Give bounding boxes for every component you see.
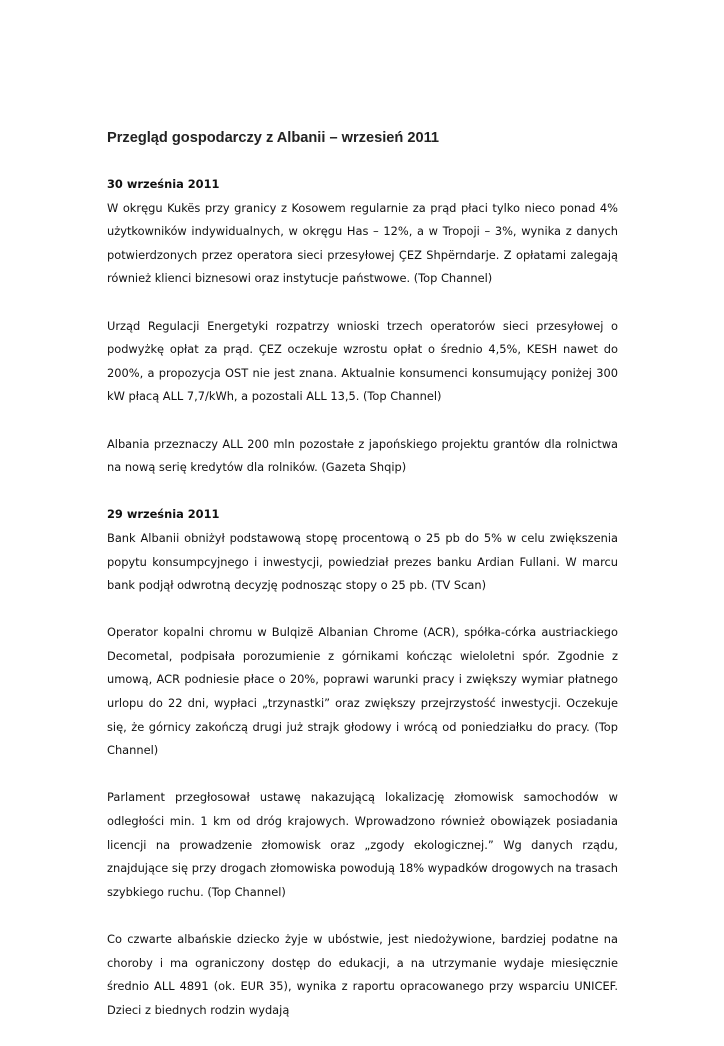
news-paragraph: Urząd Regulacji Energetyki rozpatrzy wnioski trzech operatorów sieci przesyłowej o podwyżkę opłat za prąd. ÇEZ oczekuje wzrostu opłat o średnio 4,5%, KESH nawet do 200%, a propozycja OST nie jest znana. Aktualnie konsumenci konsumujący poniżej 300 kW płacą ALL 7,7/kWh, a pozostali ALL 13,5. (Top Channel) (107, 318, 618, 404)
news-section-29-september (107, 503, 618, 1022)
news-paragraph: Operator kopalni chromu w Bulqizë Albanian Chrome (ACR), spółka-córka austriackiego Decometal, podpisała porozumienie z górnikami kończąc wieloletni spór. Zgodnie z umową, ACR podniesie płace o 20%, poprawi warunki pracy i zwiększy wymiar płatnego urlopu do 22 dni, wypłaci „trzynastki” oraz zwiększy przejrzystość inwestycji. Oczekuje się, że górnicy zakończą drugi już strajk głodowy i wrócą od poniedziałku do pracy. (Top Channel) (107, 625, 618, 758)
document-body (107, 173, 618, 1046)
document-title: Przegląd gospodarczy z Albanii – wrzesień 2011 (107, 130, 439, 146)
news-paragraph: Bank Albanii obniżył podstawową stopę procentową o 25 pb do 5% w celu zwiększenia popytu konsumpcyjnego i inwestycji, powiedział prezes banku Ardian Fullani. W marcu bank podjął odwrotną decyzję podnosząc stopy o 25 pb. (TV Scan) (107, 530, 618, 593)
section-date: 29 września 2011 (107, 507, 220, 522)
news-paragraph: Albania przeznaczy ALL 200 mln pozostałe z japońskiego projektu grantów dla rolnictwa na nową serię kredytów dla rolników. (Gazeta Shqip) (107, 436, 618, 475)
news-paragraph: W okręgu Kukës przy granicy z Kosowem regularnie za prąd płaci tylko nieco ponad 4% użytkowników indywidualnych, w okręgu Has – 12%, a w Tropoji – 3%, wynika z danych potwierdzonych przez operatora sieci przesyłowej ÇEZ Shpërndarje. Z opłatami zalegają również klienci biznesowi oraz instytucje państwowe. (Top Channel) (107, 200, 618, 286)
news-section-30-september (107, 173, 618, 480)
news-paragraph: Parlament przegłosował ustawę nakazującą lokalizację złomowisk samochodów w odległości min. 1 km od dróg krajowych. Wprowadzono również obowiązek posiadania licencji na prowadzenie złomowisk oraz „zgody ekologicznej.” Wg danych rządu, znajdujące się przy drogach złomowiska powodują 18% wypadków drogowych na trasach szybkiego ruchu. (Top Channel) (107, 790, 618, 899)
news-paragraph: Co czwarte albańskie dziecko żyje w ubóstwie, jest niedożywione, bardziej podatne na choroby i ma ograniczony dostęp do edukacji, a na utrzymanie wydaje miesięcznie średnio ALL 4891 (ok. EUR 35), wynika z raportu opracowanego przy wsparciu UNICEF. Dzieci z biednych rodzin wydają (107, 932, 618, 1017)
section-date: 30 września 2011 (107, 177, 220, 191)
